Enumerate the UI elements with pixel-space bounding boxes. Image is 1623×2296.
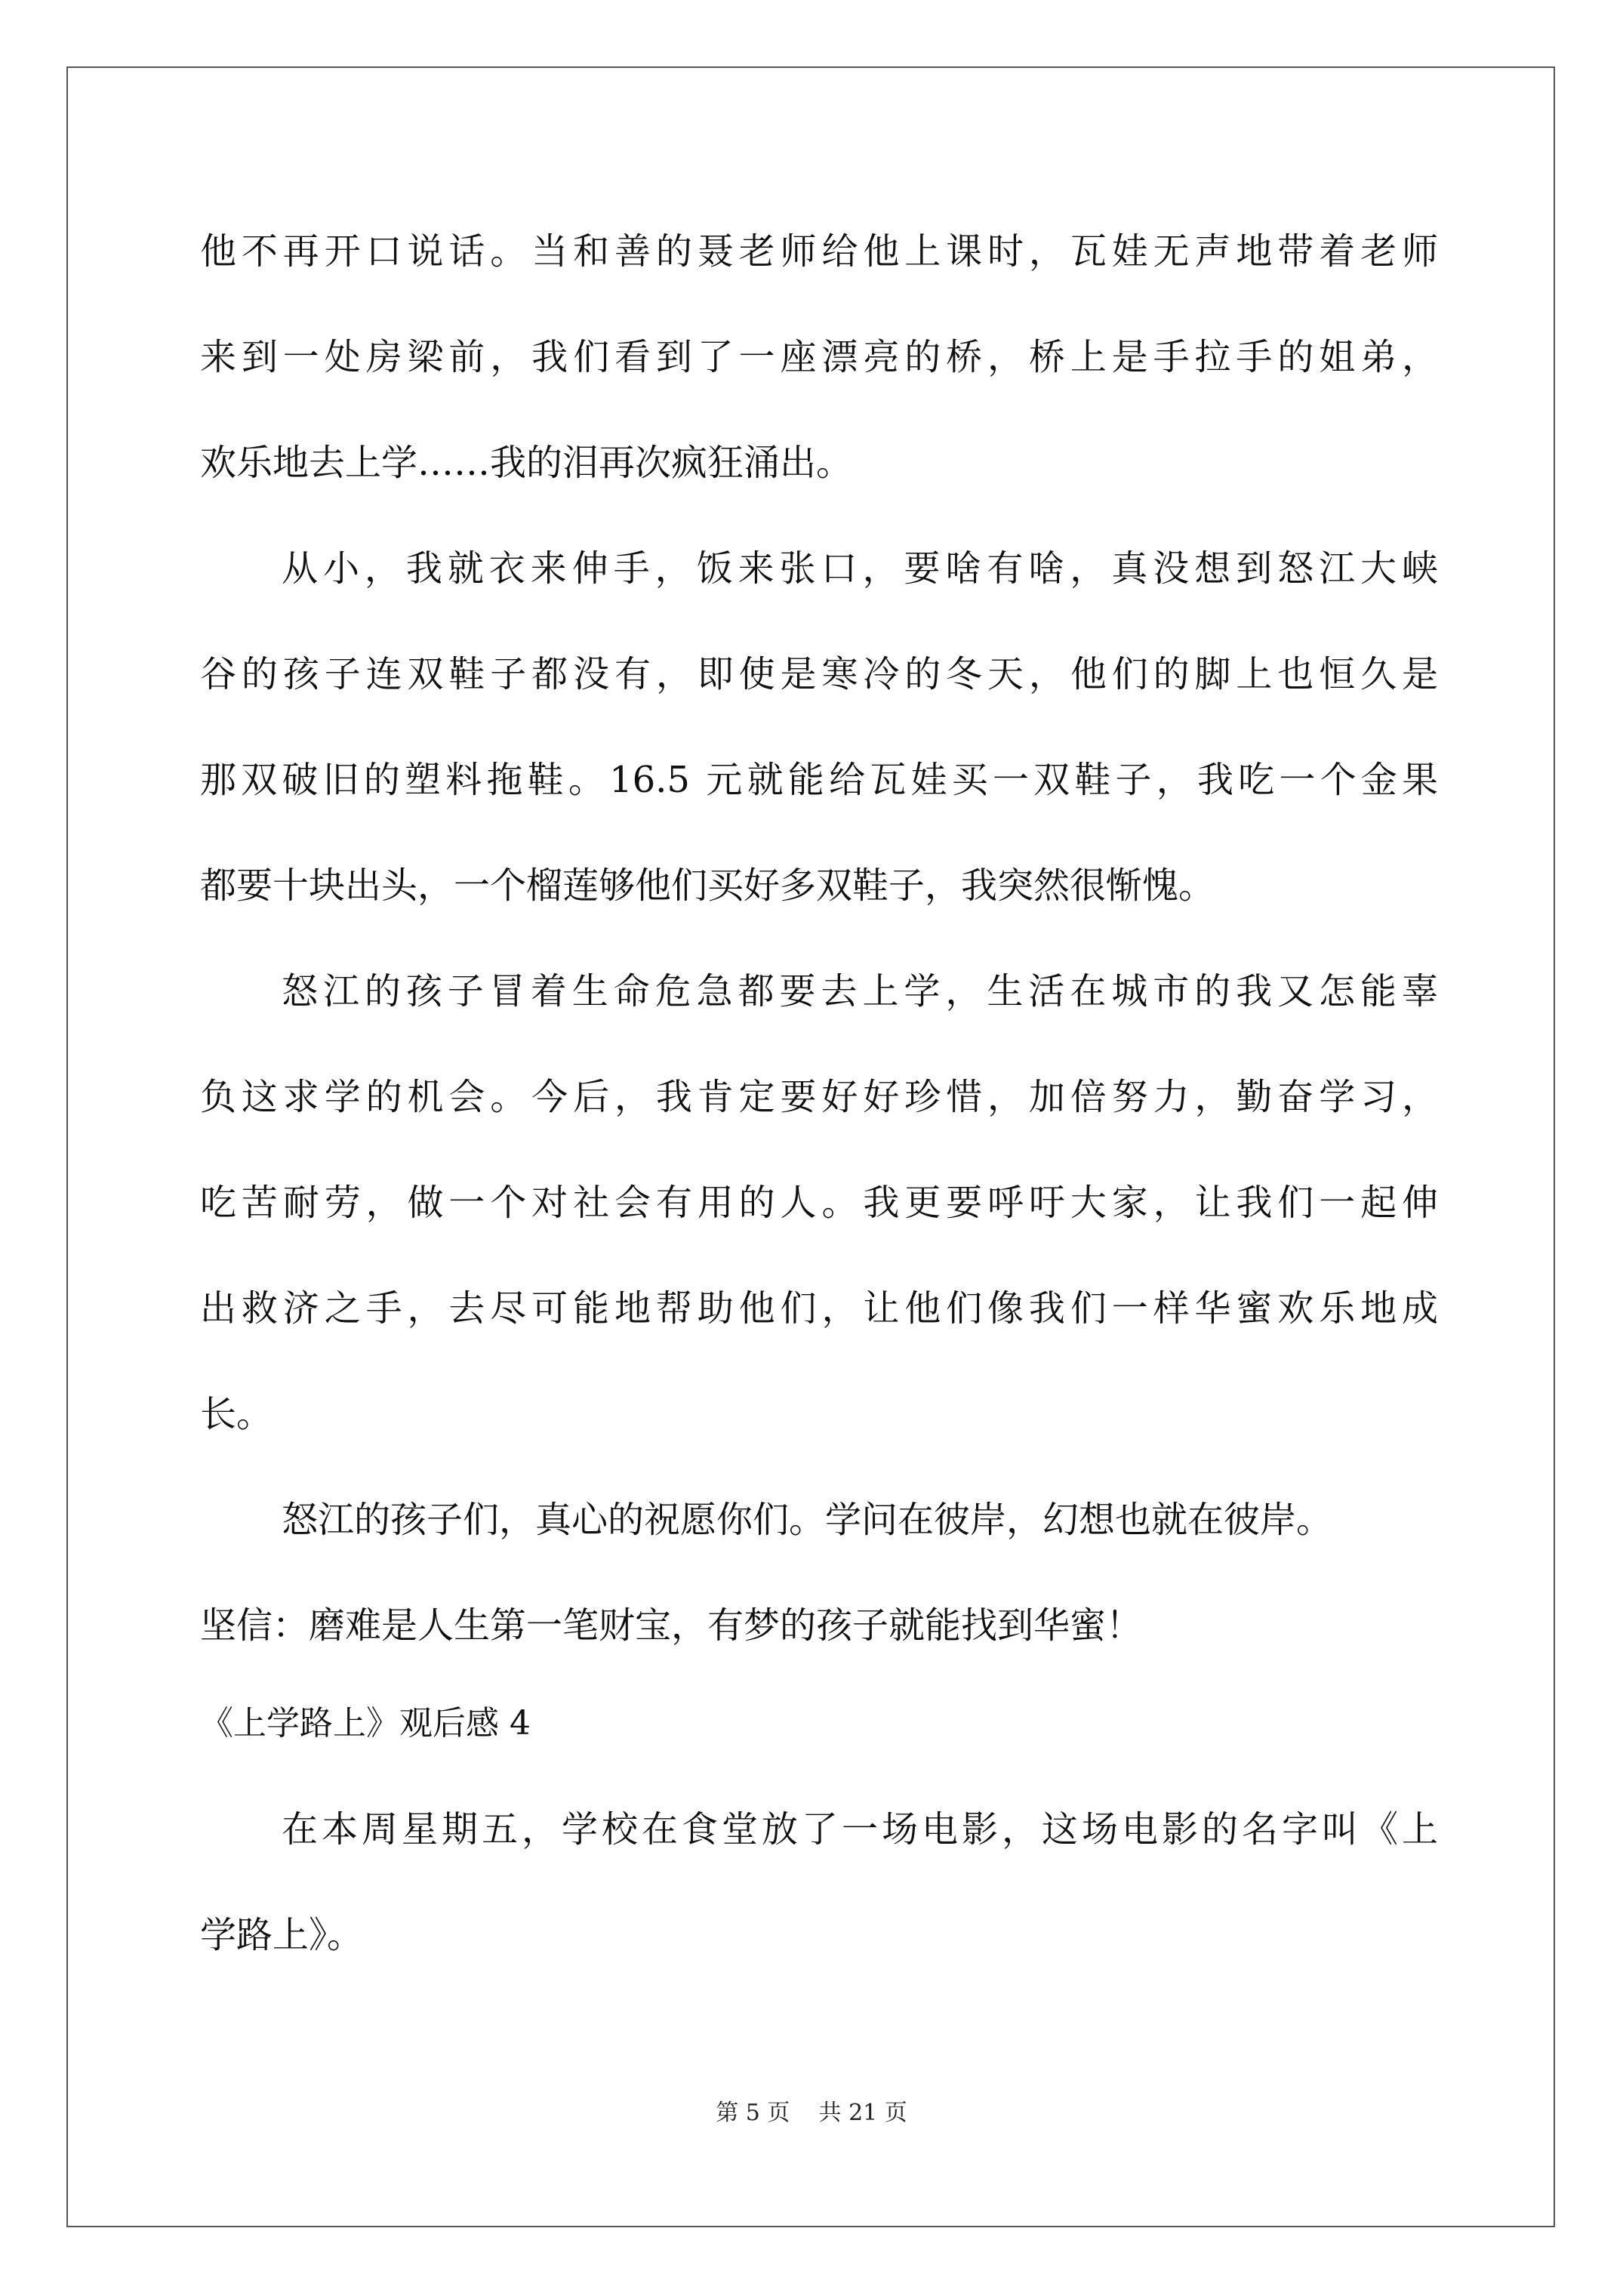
- text-line: 都要十块出头，一个榴莲够他们买好多双鞋子，我突然很惭愧。: [200, 864, 1215, 907]
- text-line: 出救济之手，去尽可能地帮助他们，让他们像我们一样华蜜欢乐地成: [200, 1287, 1438, 1330]
- text-line: 谷的孩子连双鞋子都没有，即使是寒冷的冬天，他们的脚上也恒久是: [200, 653, 1438, 695]
- page-footer: [0, 2098, 1623, 2128]
- page-number: 第 5 页: [716, 2100, 790, 2126]
- page-total: 共 21 页: [818, 2100, 907, 2126]
- text-line: 欢乐地去上学……我的泪再次疯狂涌出。: [200, 442, 853, 484]
- page-border: [66, 66, 1555, 2227]
- text-line: 长。: [200, 1393, 273, 1435]
- paragraph-first-line: 怒江的孩子们，真心的祝愿你们。学问在彼岸，幻想也就在彼岸。: [282, 1499, 1333, 1541]
- text-line: 那双破旧的塑料拖鞋。16.5 元就能给瓦娃买一双鞋子，我吃一个金果: [200, 759, 1438, 801]
- paragraph-first-line: 怒江的孩子冒着生命危急都要去上学，生活在城市的我又怎能辜: [282, 970, 1438, 1012]
- paragraph-first-line: 从小，我就衣来伸手，饭来张口，要啥有啥，真没想到怒江大峡: [282, 547, 1438, 590]
- text-line: 他不再开口说话。当和善的聂老师给他上课时，瓦娃无声地带着老师: [200, 230, 1438, 273]
- text-line: 学路上》。: [200, 1914, 364, 1956]
- text-line: 来到一处房梁前，我们看到了一座漂亮的桥，桥上是手拉手的姐弟，: [200, 336, 1438, 378]
- section-heading: 《上学路上》观后感 4: [200, 1704, 531, 1743]
- text-line: 坚信：磨难是人生第一笔财宝，有梦的孩子就能找到华蜜！: [200, 1604, 1143, 1647]
- text-line: 负这求学的机会。今后，我肯定要好好珍惜，加倍努力，勤奋学习，: [200, 1076, 1438, 1118]
- text-line: 吃苦耐劳，做一个对社会有用的人。我更要呼吁大家，让我们一起伸: [200, 1182, 1438, 1224]
- paragraph-first-line: 在本周星期五，学校在食堂放了一场电影，这场电影的名字叫《上: [282, 1808, 1438, 1851]
